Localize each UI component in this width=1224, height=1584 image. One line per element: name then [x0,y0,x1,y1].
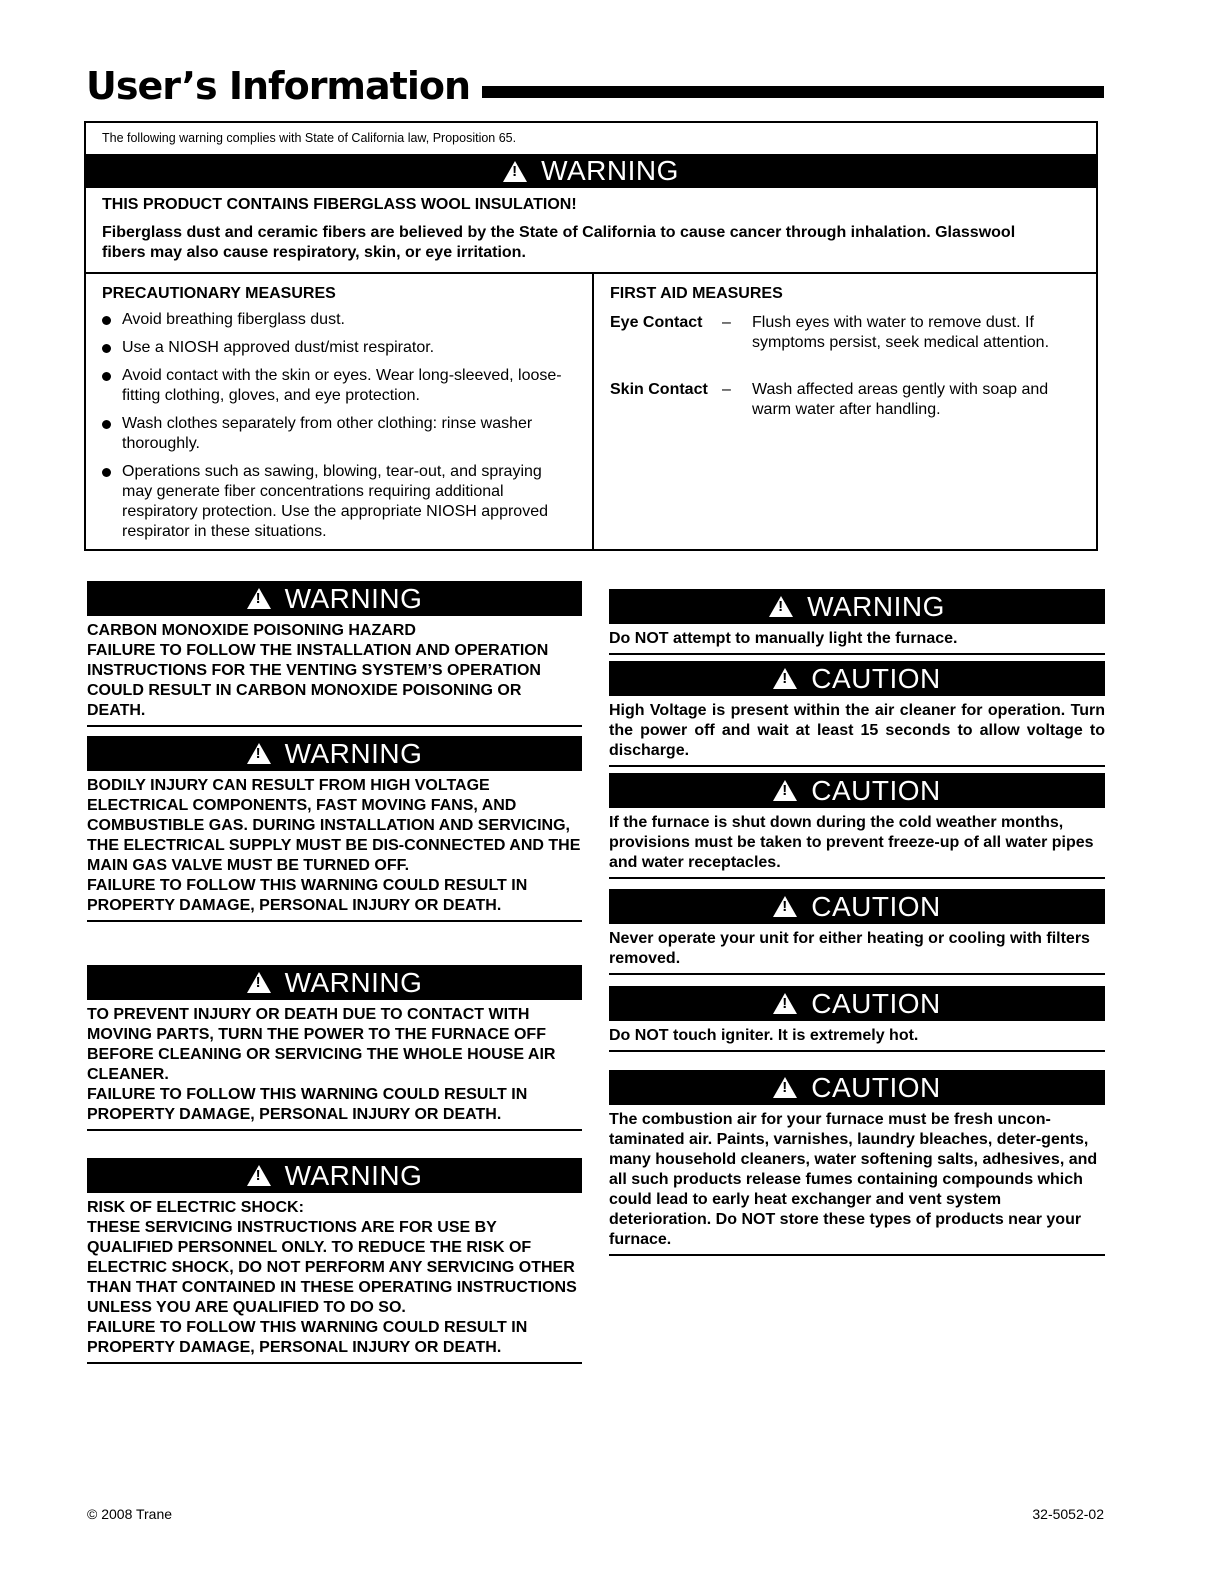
caution-block-freeze [609,773,1105,879]
eye-contact-label: Eye Contact [610,314,703,331]
block-rule [609,973,1105,975]
warning-triangle-icon [247,1165,271,1186]
block-rule [87,1362,582,1364]
first-aid-skin [610,380,1062,420]
warning-label: WARNING [807,590,945,622]
first-aid-eye [610,313,1062,353]
warning-triangle-icon [247,972,271,993]
warning-text: TO PREVENT INJURY OR DEATH DUE TO CONTACT WITH MOVING PARTS, TURN THE POWER TO THE FURNACE OFF BEFORE CLEANING OR SERVICING THE WHOLE HOUSE AIR CLEANER. FAILURE TO FOLLOW THIS WARNING COULD RESULT IN PROPERTY DAMAGE, PERSONAL INJURY OR DEATH. [87,1006,556,1123]
block-rule [87,920,582,922]
caution-block-igniter [609,986,1105,1052]
prop65-divider [86,272,1096,274]
list-item: Avoid breathing fiberglass dust. [100,310,570,330]
warning-text: CARBON MONOXIDE POISONING HAZARD FAILURE TO FOLLOW THE INSTALLATION AND OPERATION INSTRUCTIONS FOR THE VENTING SYSTEM’S OPERATION COULD RESULT IN CARBON MONOXIDE POISONING OR DEATH. [87,622,549,719]
warning-label: WARNING [541,155,679,186]
warning-triangle-icon [773,1077,797,1098]
dash: – [722,314,731,331]
warning-block-light-furnace [609,589,1105,655]
list-item: Wash clothes separately from other clothing: rinse washer thoroughly. [100,414,570,454]
page-header [86,62,1104,110]
dash: – [722,381,731,398]
prop65-column-divider [592,274,594,551]
caution-label: CAUTION [811,662,941,694]
list-item: Avoid contact with the skin or eyes. Wear long-sleeved, loose-fitting clothing, gloves, and eye protection. [100,366,570,406]
copyright: © 2008 Trane [87,1506,173,1522]
skin-contact-text: Wash affected areas gently with soap and warm water after handling. [752,381,1049,418]
prop65-warning-box [84,121,1098,551]
warning-text: Do NOT attempt to manually light the furnace. [609,630,958,647]
title-rule [482,86,1104,98]
warning-text: BODILY INJURY CAN RESULT FROM HIGH VOLTAGE ELECTRICAL COMPONENTS, FAST MOVING FANS, AND COMBUSTIBLE GAS. DURING INSTALLATION AND SERVICING, THE ELECTRICAL SUPPLY MUST BE DIS-CONNECTED AND THE MAIN GAS VALVE MUST BE TURNED OFF. FAILURE TO FOLLOW THIS WARNING COULD RESULT IN PROPERTY DAMAGE, PERSONAL INJURY OR DEATH. [87,777,581,914]
warning-text: RISK OF ELECTRIC SHOCK: THESE SERVICING INSTRUCTIONS ARE FOR USE BY QUALIFIED PERSONNEL ONLY. TO REDUCE THE RISK OF ELECTRIC SHOCK, DO NOT PERFORM ANY SERVICING OTHER THAN THAT CONTAINED IN THESE OPERATING INSTRUCTIONS UNLESS YOU ARE QUALIFIED TO DO SO. FAILURE TO FOLLOW THIS WARNING COULD RESULT IN PROPERTY DAMAGE, PERSONAL INJURY OR DEATH. [87,1199,577,1356]
warning-label: WARNING [284,1159,423,1191]
caution-block-high-voltage [609,661,1105,767]
prop65-statement: Fiberglass dust and ceramic fibers are believed by the State of California to cause cancer through inhalation. Glasswool fibers may also cause respiratory, skin, or eye irritation. [102,224,1016,261]
block-rule [87,725,582,727]
warning-triangle-icon [773,668,797,689]
caution-block-combustion-air [609,1070,1105,1256]
first-aid-heading: FIRST AID MEASURES [610,285,783,302]
block-rule [609,653,1105,655]
warning-label: WARNING [284,737,423,769]
caution-text: Do NOT touch igniter. It is extremely hot. [609,1027,919,1044]
warning-block-moving-parts [87,965,582,1131]
block-rule [609,765,1105,767]
eye-contact-text: Flush eyes with water to remove dust. If symptoms persist, seek medical attention. [752,314,1050,351]
list-item: Operations such as sawing, blowing, tear-out, and spraying may generate fiber concentrations requiring additional respiratory protection. Use the appropriate NIOSH approved respirator in these situations. [100,462,570,542]
caution-label: CAUTION [811,987,941,1019]
warning-block-co [87,581,582,727]
list-item: Use a NIOSH approved dust/mist respirator. [100,338,570,358]
block-rule [609,877,1105,879]
caution-label: CAUTION [811,1071,941,1103]
precautionary-heading: PRECAUTIONARY MEASURES [102,285,336,302]
precautionary-list [100,310,570,550]
page-title: User’s Information [86,64,471,108]
warning-triangle-icon [247,743,271,764]
caution-text: High Voltage is present within the air cleaner for operation. Turn the power off and wait at least 15 seconds to allow voltage to discharge. [609,702,1105,759]
caution-label: CAUTION [811,774,941,806]
block-rule [609,1254,1105,1256]
warning-triangle-icon [247,588,271,609]
block-rule [87,1129,582,1131]
skin-contact-label: Skin Contact [610,381,708,398]
prop65-heading: THIS PRODUCT CONTAINS FIBERGLASS WOOL INSULATION! [102,196,577,213]
caution-text: The combustion air for your furnace must be fresh uncon-taminated air. Paints, varnishes, laundry bleaches, deter-gents, many household cleaners, water softening salts, adhesives, and all such products release fumes containing compounds which could lead to early heat exchanger and vent system deterioration. Do NOT store these types of products near your furnace. [609,1111,1098,1248]
caution-text: Never operate your unit for either heating or cooling with filters removed. [609,930,1090,967]
warning-triangle-icon [769,596,793,617]
warning-label: WARNING [284,582,423,614]
caution-text: If the furnace is shut down during the cold weather months, provisions must be taken to prevent freeze-up of all water pipes and water receptacles. [609,814,1094,871]
caution-label: CAUTION [811,890,941,922]
prop65-note: The following warning complies with State of California law, Proposition 65. [102,131,517,145]
warning-block-electric-shock [87,1158,582,1364]
warning-triangle-icon [773,780,797,801]
warning-triangle-icon [773,993,797,1014]
document-number: 32-5052-02 [1032,1506,1104,1522]
prop65-warning-bar [86,154,1096,188]
block-rule [609,1050,1105,1052]
caution-block-filters [609,889,1105,975]
warning-triangle-icon [503,161,527,182]
warning-label: WARNING [284,966,423,998]
warning-block-high-voltage [87,736,582,922]
warning-triangle-icon [773,896,797,917]
